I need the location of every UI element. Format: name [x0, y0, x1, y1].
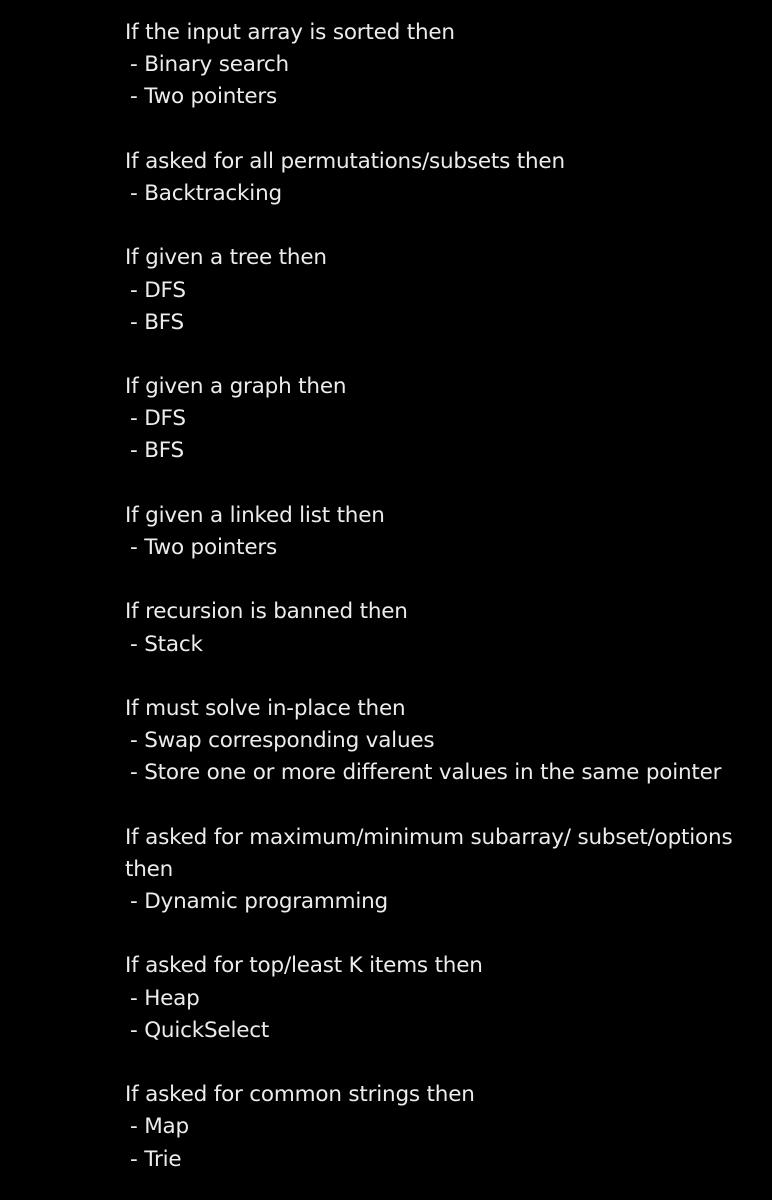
section-heading: If asked for common strings then: [125, 1082, 475, 1108]
list-item: - Swap corresponding values: [130, 728, 435, 754]
spacer: [125, 564, 755, 596]
section-heading: If recursion is banned then: [125, 599, 408, 625]
spacer: [125, 114, 755, 146]
section-heading: If the input array is sorted then: [125, 20, 455, 45]
list-item: - Backtracking: [130, 180, 282, 206]
list-item: - Stack: [130, 631, 203, 657]
section-heading: If given a tree then: [125, 245, 327, 271]
section: [125, 146, 755, 210]
list-item: - Store one or more different values in the same pointer: [130, 760, 722, 786]
list-item: - Dynamic programming: [130, 889, 389, 915]
section-heading: If asked for maximum/minimum subarray/ subset/options: [125, 824, 733, 850]
list-item: - Heap: [130, 985, 200, 1011]
list-item: - BFS: [130, 309, 184, 335]
section-heading-continuation: then: [125, 856, 174, 882]
list-item: - BFS: [130, 438, 184, 464]
list-item: - Trie: [130, 1146, 182, 1172]
section: [125, 242, 755, 339]
section: [125, 693, 755, 790]
section: [125, 822, 755, 919]
list-item: - QuickSelect: [130, 1017, 270, 1043]
section: [125, 950, 755, 1047]
spacer: [125, 790, 755, 822]
list-item: - Two pointers: [130, 535, 278, 560]
spacer: [125, 210, 755, 242]
spacer: [125, 1047, 755, 1079]
section-heading: If given a linked list then: [125, 502, 385, 528]
section-heading: If given a graph then: [125, 374, 347, 400]
section-heading: If asked for top/least K items then: [125, 953, 483, 979]
spacer: [125, 339, 755, 371]
spacer: [125, 918, 755, 950]
list-item: - DFS: [130, 277, 186, 303]
section-heading: If asked for all permutations/subsets then: [125, 148, 565, 174]
section: [125, 500, 755, 564]
section-heading: If must solve in-place then: [125, 695, 406, 721]
list-item: - Map: [130, 1114, 189, 1140]
section: [125, 371, 755, 468]
spacer: [125, 661, 755, 693]
list-item: - Two pointers: [130, 84, 278, 110]
list-item: - DFS: [130, 406, 186, 432]
spacer: [125, 468, 755, 500]
section: [125, 17, 755, 114]
section: [125, 1079, 755, 1176]
document-body: [125, 17, 755, 1176]
list-item: - Binary search: [130, 52, 289, 78]
section: [125, 596, 755, 660]
